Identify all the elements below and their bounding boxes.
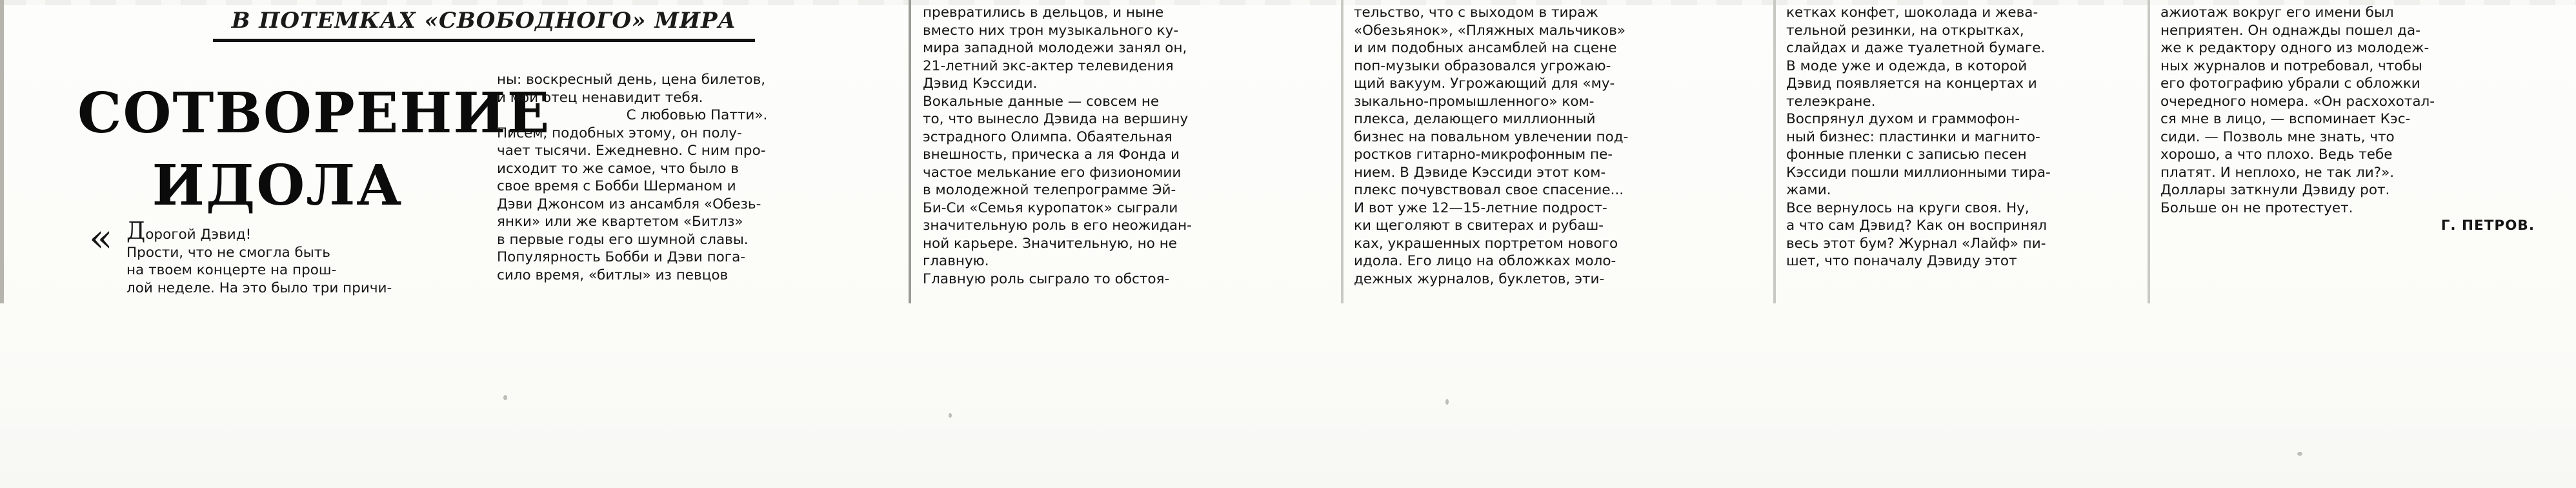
paper-speck bbox=[2297, 452, 2302, 456]
text-line: идола. Его лицо на обложках моло- bbox=[1354, 253, 1616, 269]
text-line: ных журналов и потребовал, чтобы bbox=[2160, 57, 2422, 74]
text-line: в молодежной телепрограмме Эй- bbox=[923, 182, 1176, 198]
text-line: Би-Си «Семья куропаток» сыграли bbox=[923, 199, 1178, 216]
text-column-2 bbox=[923, 4, 1329, 303]
text-line: слайдах и даже туалетной бумаге. bbox=[1786, 40, 2046, 56]
text-line: внешность, прическа а ля Фонда и bbox=[923, 147, 1180, 163]
text-line: очередного номера. «Он расхохотал- bbox=[2160, 93, 2435, 110]
opening-line: на твоем концерте на прош- bbox=[126, 262, 337, 278]
column-divider bbox=[2148, 0, 2150, 303]
text-line: тельство, что с выходом в тираж bbox=[1354, 5, 1598, 21]
text-line: неприятен. Он однажды пошел да- bbox=[2160, 22, 2420, 39]
text-line: В моде уже и одежда, в которой bbox=[1786, 57, 2028, 74]
text-line: поп-музыки образовался угрожаю- bbox=[1354, 57, 1611, 74]
text-line: главную. bbox=[923, 253, 989, 269]
paper-speck bbox=[503, 395, 507, 400]
text-line: Все вернулось на круги своя. Ну, bbox=[1786, 199, 2029, 216]
text-line: ны: воскресный день, цена билетов, bbox=[497, 72, 766, 88]
opening-quote-mark: « bbox=[89, 216, 113, 261]
text-line: плекса, делающего миллионный bbox=[1354, 111, 1596, 127]
paper-speck bbox=[949, 413, 952, 418]
author-signature: Г. ПЕТРОВ. bbox=[2440, 218, 2535, 234]
headline-line-1: СОТВОРЕНИЕ bbox=[77, 81, 551, 146]
text-line: и мой отец ненавидит тебя. bbox=[497, 89, 703, 106]
text-line: И вот уже 12—15-летние подрост- bbox=[1354, 199, 1607, 216]
text-line: ажиотаж вокруг его имени был bbox=[2160, 5, 2394, 21]
text-line: Вокальные данные — совсем не bbox=[923, 93, 1160, 110]
text-line: и им подобных ансамблей на сцене bbox=[1354, 40, 1617, 56]
text-line: чает тысячи. Ежедневно. С ним про- bbox=[497, 143, 766, 159]
text-line: «Обезьянок», «Пляжных мальчиков» bbox=[1354, 22, 1626, 39]
text-line: ный бизнес: пластинки и магнито- bbox=[1786, 128, 2040, 145]
text-line: зыкально-промышленного» ком- bbox=[1354, 93, 1595, 110]
text-line: ках, украшенных портретом нового bbox=[1354, 235, 1618, 252]
text-line: Популярность Бобби и Дэви пога- bbox=[497, 249, 746, 265]
headline bbox=[77, 77, 551, 222]
opening-line: Прости, что не смогла быть bbox=[126, 244, 330, 261]
opening-line: Дорогой Дэвид! bbox=[126, 218, 252, 245]
text-line: весь этот бум? Журнал «Лайф» пи- bbox=[1786, 235, 2046, 252]
drop-cap: Д bbox=[126, 218, 146, 245]
text-line: эстрадного Олимпа. Обаятельная bbox=[923, 128, 1172, 145]
text-line: бизнес на повальном увлечении под- bbox=[1354, 128, 1629, 145]
text-line: 21-летний экс-актер телевидения bbox=[923, 57, 1174, 74]
text-line: нием. В Дэвиде Кэссиди этот ком- bbox=[1354, 164, 1606, 181]
opening-paragraph bbox=[89, 216, 489, 297]
text-line: мира западной молодежи занял он, bbox=[923, 40, 1187, 56]
text-line: кетках конфет, шоколада и жева- bbox=[1786, 5, 2038, 21]
text-line: телеэкране. bbox=[1786, 93, 1876, 110]
column-divider bbox=[909, 0, 911, 303]
column-divider bbox=[1773, 0, 1776, 303]
text-line: щий вакуум. Угрожающий для «му- bbox=[1354, 76, 1615, 92]
text-line: Воспрянул духом и граммофон- bbox=[1786, 111, 2020, 127]
text-line: ки щеголяют в свитерах и рубаш- bbox=[1354, 218, 1604, 234]
text-line: Доллары заткнули Дэвиду рот. bbox=[2160, 182, 2390, 198]
paper-speck bbox=[1445, 399, 1449, 405]
text-line: Главную роль сыграло то обстоя- bbox=[923, 270, 1170, 287]
text-line: янки» или же квартетом «Битлз» bbox=[497, 214, 743, 230]
text-line: Дэвид появляется на концертах и bbox=[1786, 76, 2037, 92]
opening-line: лой неделе. На это было три причи- bbox=[126, 280, 392, 296]
text-line: же к редактору одного из молодеж- bbox=[2160, 40, 2430, 56]
column-divider bbox=[1341, 0, 1343, 303]
text-line: значительную роль в его неожидан- bbox=[923, 218, 1192, 234]
rubric: В ПОТЕМКАХ «СВОБОДНОГО» МИРА bbox=[213, 3, 755, 42]
text-line: плекс почувствовал свое спасение... bbox=[1354, 182, 1624, 198]
text-line: а что сам Дэвид? Как он воспринял bbox=[1786, 218, 2047, 234]
text-line: платят. И неплохо, не так ли?». bbox=[2160, 164, 2395, 181]
text-line: ся мне в лицо, — вспоминает Кэс- bbox=[2160, 111, 2411, 127]
text-column-3 bbox=[1354, 4, 1760, 303]
text-line: Дэвид Кэссиди. bbox=[923, 76, 1038, 92]
text-line: Дэви Джонсом из ансамбля «Обезь- bbox=[497, 196, 761, 212]
text-column-1 bbox=[497, 71, 897, 303]
text-line: ной карьере. Значительную, но не bbox=[923, 235, 1178, 252]
text-line: свое время с Бобби Шерманом и bbox=[497, 178, 736, 194]
text-line: жами. bbox=[1786, 182, 1831, 198]
text-line: его фотографию убрали с обложки bbox=[2160, 76, 2420, 92]
text-column-5 bbox=[2160, 4, 2535, 303]
text-line: Писем, подобных этому, он полу- bbox=[497, 125, 742, 141]
letter-signoff: С любовью Патти». bbox=[626, 107, 768, 123]
text-line: в первые годы его шумной славы. bbox=[497, 231, 749, 248]
left-edge-shadow bbox=[0, 0, 4, 303]
text-line: Больше он не протестует. bbox=[2160, 199, 2353, 216]
text-line: фонные пленки с записью песен bbox=[1786, 147, 2027, 163]
headline-line-2: ИДОЛА bbox=[152, 153, 403, 218]
text-line: Кэссиди пошли миллионными тира- bbox=[1786, 164, 2051, 181]
text-line: хорошо, а что плохо. Ведь тебе bbox=[2160, 147, 2393, 163]
text-line: то, что вынесло Дэвида на вершину bbox=[923, 111, 1189, 127]
text-line: исходит то же самое, что было в bbox=[497, 160, 739, 177]
text-line: частое мелькание его физиономии bbox=[923, 164, 1182, 181]
text-column-4 bbox=[1786, 4, 2141, 303]
text-line: сило время, «битлы» из певцов bbox=[497, 267, 729, 283]
text-line: дежных журналов, буклетов, эти- bbox=[1354, 270, 1605, 287]
text-line: ростков гитарно-микрофонным пе- bbox=[1354, 147, 1613, 163]
text-line: тельной резинки, на открытках, bbox=[1786, 22, 2024, 39]
text-line: вместо них трон музыкального ку- bbox=[923, 22, 1179, 39]
text-line: шет, что поначалу Дэвиду этот bbox=[1786, 253, 2017, 269]
text-line: сиди. — Позволь мне знать, что bbox=[2160, 128, 2395, 145]
text-line: превратились в дельцов, и ныне bbox=[923, 5, 1164, 21]
